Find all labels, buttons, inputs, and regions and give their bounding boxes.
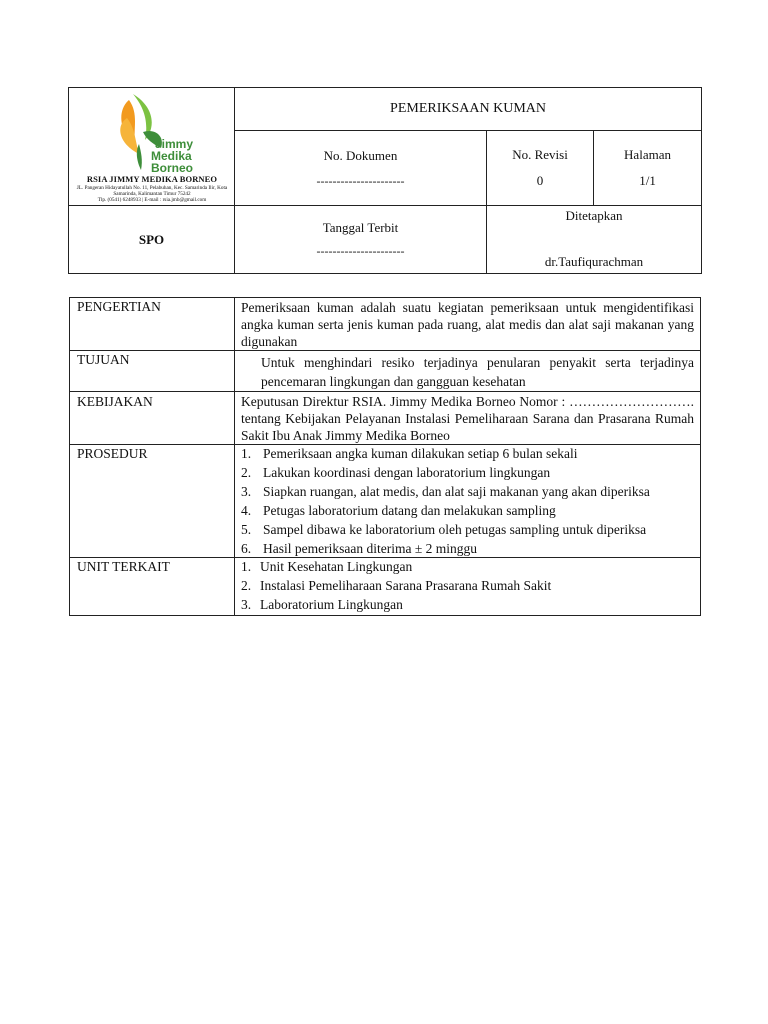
tanggal-terbit-value: ---------------------- [316,244,405,258]
list-item [241,445,694,462]
list-item [241,596,694,613]
ditetapkan-name: dr.Taufiqurachman [544,254,644,269]
row-kebijakan [70,392,701,445]
list-text: Siapkan ruangan, alat medis, dan alat saji makanan yang akan diperiksa [263,484,650,499]
hospital-address [69,185,235,203]
list-number: 2. [241,465,252,480]
ditetapkan-label: Ditetapkan [565,208,623,223]
list-text: Unit Kesehatan Lingkungan [260,559,413,574]
spo-label: SPO [69,206,235,274]
list-item [241,521,694,538]
hospital-contact: Tlp. (0541) 6248933 | E-mail : rsia.jmb@gmail.com [97,197,207,203]
no-revisi-value: 0 [536,173,544,188]
kebijakan-text: Keputusan Direktur RSIA. Jimmy Medika Borneo Nomor : ………………………. tentang Kebijakan Pelayanan Instalasi Pemeliharaan Sarana dan Prasarana Rumah Sakit Ibu Anak Jimmy Medika Borneo [235,392,701,445]
list-text: Hasil pemeriksaan diterima ± 2 minggu [263,541,477,556]
logo-text-1: Jimmy [155,137,194,151]
hospital-address-line: JL. Pangeran Hidayatullah No. 11, Pelabuhan, Kec. Samarinda Ilir, Kota Samarinda, Kalimantan Timur 75242 [76,185,228,197]
unit-terkait-list [241,558,694,613]
list-number: 4. [241,503,252,518]
row-pengertian [70,298,701,351]
list-number: 6. [241,541,252,556]
list-text: Instalasi Pemeliharaan Sarana Prasarana Rumah Sakit [260,578,552,593]
tujuan-label: TUJUAN [70,351,235,392]
pengertian-text: Pemeriksaan kuman adalah suatu kegiatan pemeriksaan untuk mengidentifikasi angka kuman serta jenis kuman pada ruang, alat medis dan alat saji makanan yang digunakan [235,298,701,351]
pengertian-label: PENGERTIAN [70,298,235,351]
unit-terkait-cell [235,558,701,616]
prosedur-label: PROSEDUR [70,445,235,558]
list-item [241,540,694,557]
no-revisi-label: No. Revisi [512,147,568,162]
list-text: Lakukan koordinasi dengan laboratorium lingkungan [263,465,551,480]
tanggal-terbit-cell [235,206,487,274]
list-item [241,502,694,519]
prosedur-cell [235,445,701,558]
tanggal-terbit-label: Tanggal Terbit [322,220,399,235]
list-number: 5. [241,522,252,537]
no-dokumen-value: ---------------------- [316,173,405,188]
unit-terkait-label: UNIT TERKAIT [70,558,235,616]
tujuan-text: Untuk menghindari resiko terjadinya penularan penyakit serta terjadinya pencemaran lingkungan dan gangguan kesehatan [235,351,701,392]
hospital-name: RSIA JIMMY MEDIKA BORNEO [86,174,218,184]
list-number: 1. [241,446,252,461]
list-item [241,558,694,575]
list-item [241,483,694,500]
list-item [241,577,694,594]
list-text: Sampel dibawa ke laboratorium oleh petugas sampling untuk diperiksa [263,522,647,537]
list-number: 3. [241,484,252,499]
hospital-logo [69,88,235,174]
row-unit-terkait [70,558,701,616]
halaman-cell [594,131,702,206]
halaman-value: 1/1 [639,173,656,188]
no-dokumen-label: No. Dokumen [323,147,398,163]
logo-text-3: Borneo [151,161,193,174]
logo-text-2: Medika [151,149,192,163]
list-text: Petugas laboratorium datang dan melakukan sampling [263,503,556,518]
sop-body-table [69,297,701,616]
list-number: 3. [241,597,252,612]
document-title: PEMERIKSAAN KUMAN [235,88,702,131]
list-number: 2. [241,578,252,593]
header-table [68,87,702,274]
prosedur-list [241,445,694,557]
list-number: 1. [241,559,252,574]
no-revisi-cell [487,131,594,206]
ditetapkan-cell [487,206,702,274]
list-text: Laboratorium Lingkungan [260,597,403,612]
row-tujuan [70,351,701,392]
list-item [241,464,694,481]
logo-cell [69,88,235,206]
kebijakan-label: KEBIJAKAN [70,392,235,445]
halaman-label: Halaman [624,147,671,162]
no-dokumen-cell [235,131,487,206]
list-text: Pemeriksaan angka kuman dilakukan setiap 6 bulan sekali [263,446,578,461]
row-prosedur [70,445,701,558]
